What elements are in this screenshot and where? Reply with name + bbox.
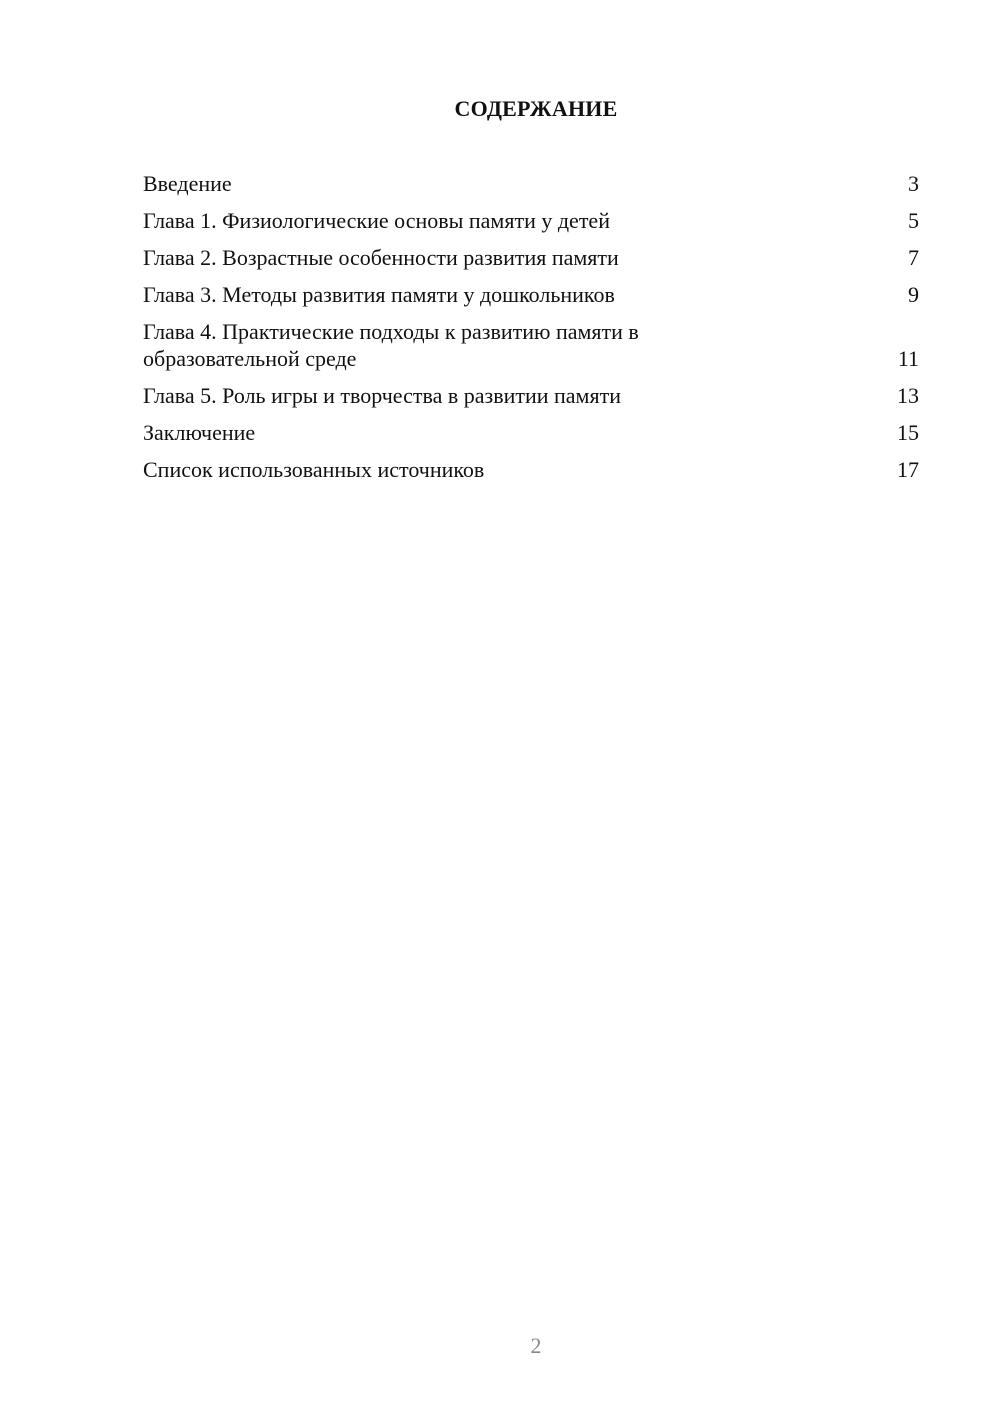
toc-entry-chapter-1[interactable] xyxy=(143,207,919,234)
toc-entry-label: Заключение xyxy=(143,420,256,445)
toc-entry-label: Введение xyxy=(143,171,232,196)
toc-entry-page: 9 xyxy=(908,282,919,307)
toc-entry-page: 17 xyxy=(897,457,919,482)
toc-entry-label: Глава 3. Методы развития памяти у дошкольников xyxy=(143,282,615,307)
toc-entry-chapter-3[interactable] xyxy=(143,281,919,308)
toc-entry-chapter-4[interactable] xyxy=(143,318,919,372)
toc-entry-page: 5 xyxy=(908,208,919,233)
table-of-contents xyxy=(143,170,919,493)
toc-entry-label: Список использованных источников xyxy=(143,457,485,482)
toc-entry-label: Глава 5. Роль игры и творчества в развитии памяти xyxy=(143,383,621,408)
toc-entry-introduction[interactable] xyxy=(143,170,919,197)
toc-entry-page: 13 xyxy=(897,383,919,408)
page-number: 2 xyxy=(530,1333,542,1358)
toc-entry-conclusion[interactable] xyxy=(143,419,919,446)
toc-entry-label: Глава 2. Возрастные особенности развития памяти xyxy=(143,245,619,270)
toc-entry-page: 3 xyxy=(908,171,919,196)
toc-entry-label: Глава 1. Физиологические основы памяти у детей xyxy=(143,208,610,233)
toc-entry-label: Глава 4. Практические подходы к развитию памяти в образовательной среде xyxy=(143,319,639,371)
toc-entry-page: 7 xyxy=(908,245,919,270)
toc-entry-chapter-2[interactable] xyxy=(143,244,919,271)
page-title: СОДЕРЖАНИЕ xyxy=(454,96,618,121)
toc-entry-references[interactable] xyxy=(143,456,919,483)
toc-entry-chapter-5[interactable] xyxy=(143,382,919,409)
toc-entry-page: 11 xyxy=(897,346,919,371)
toc-entry-page: 15 xyxy=(897,420,919,445)
